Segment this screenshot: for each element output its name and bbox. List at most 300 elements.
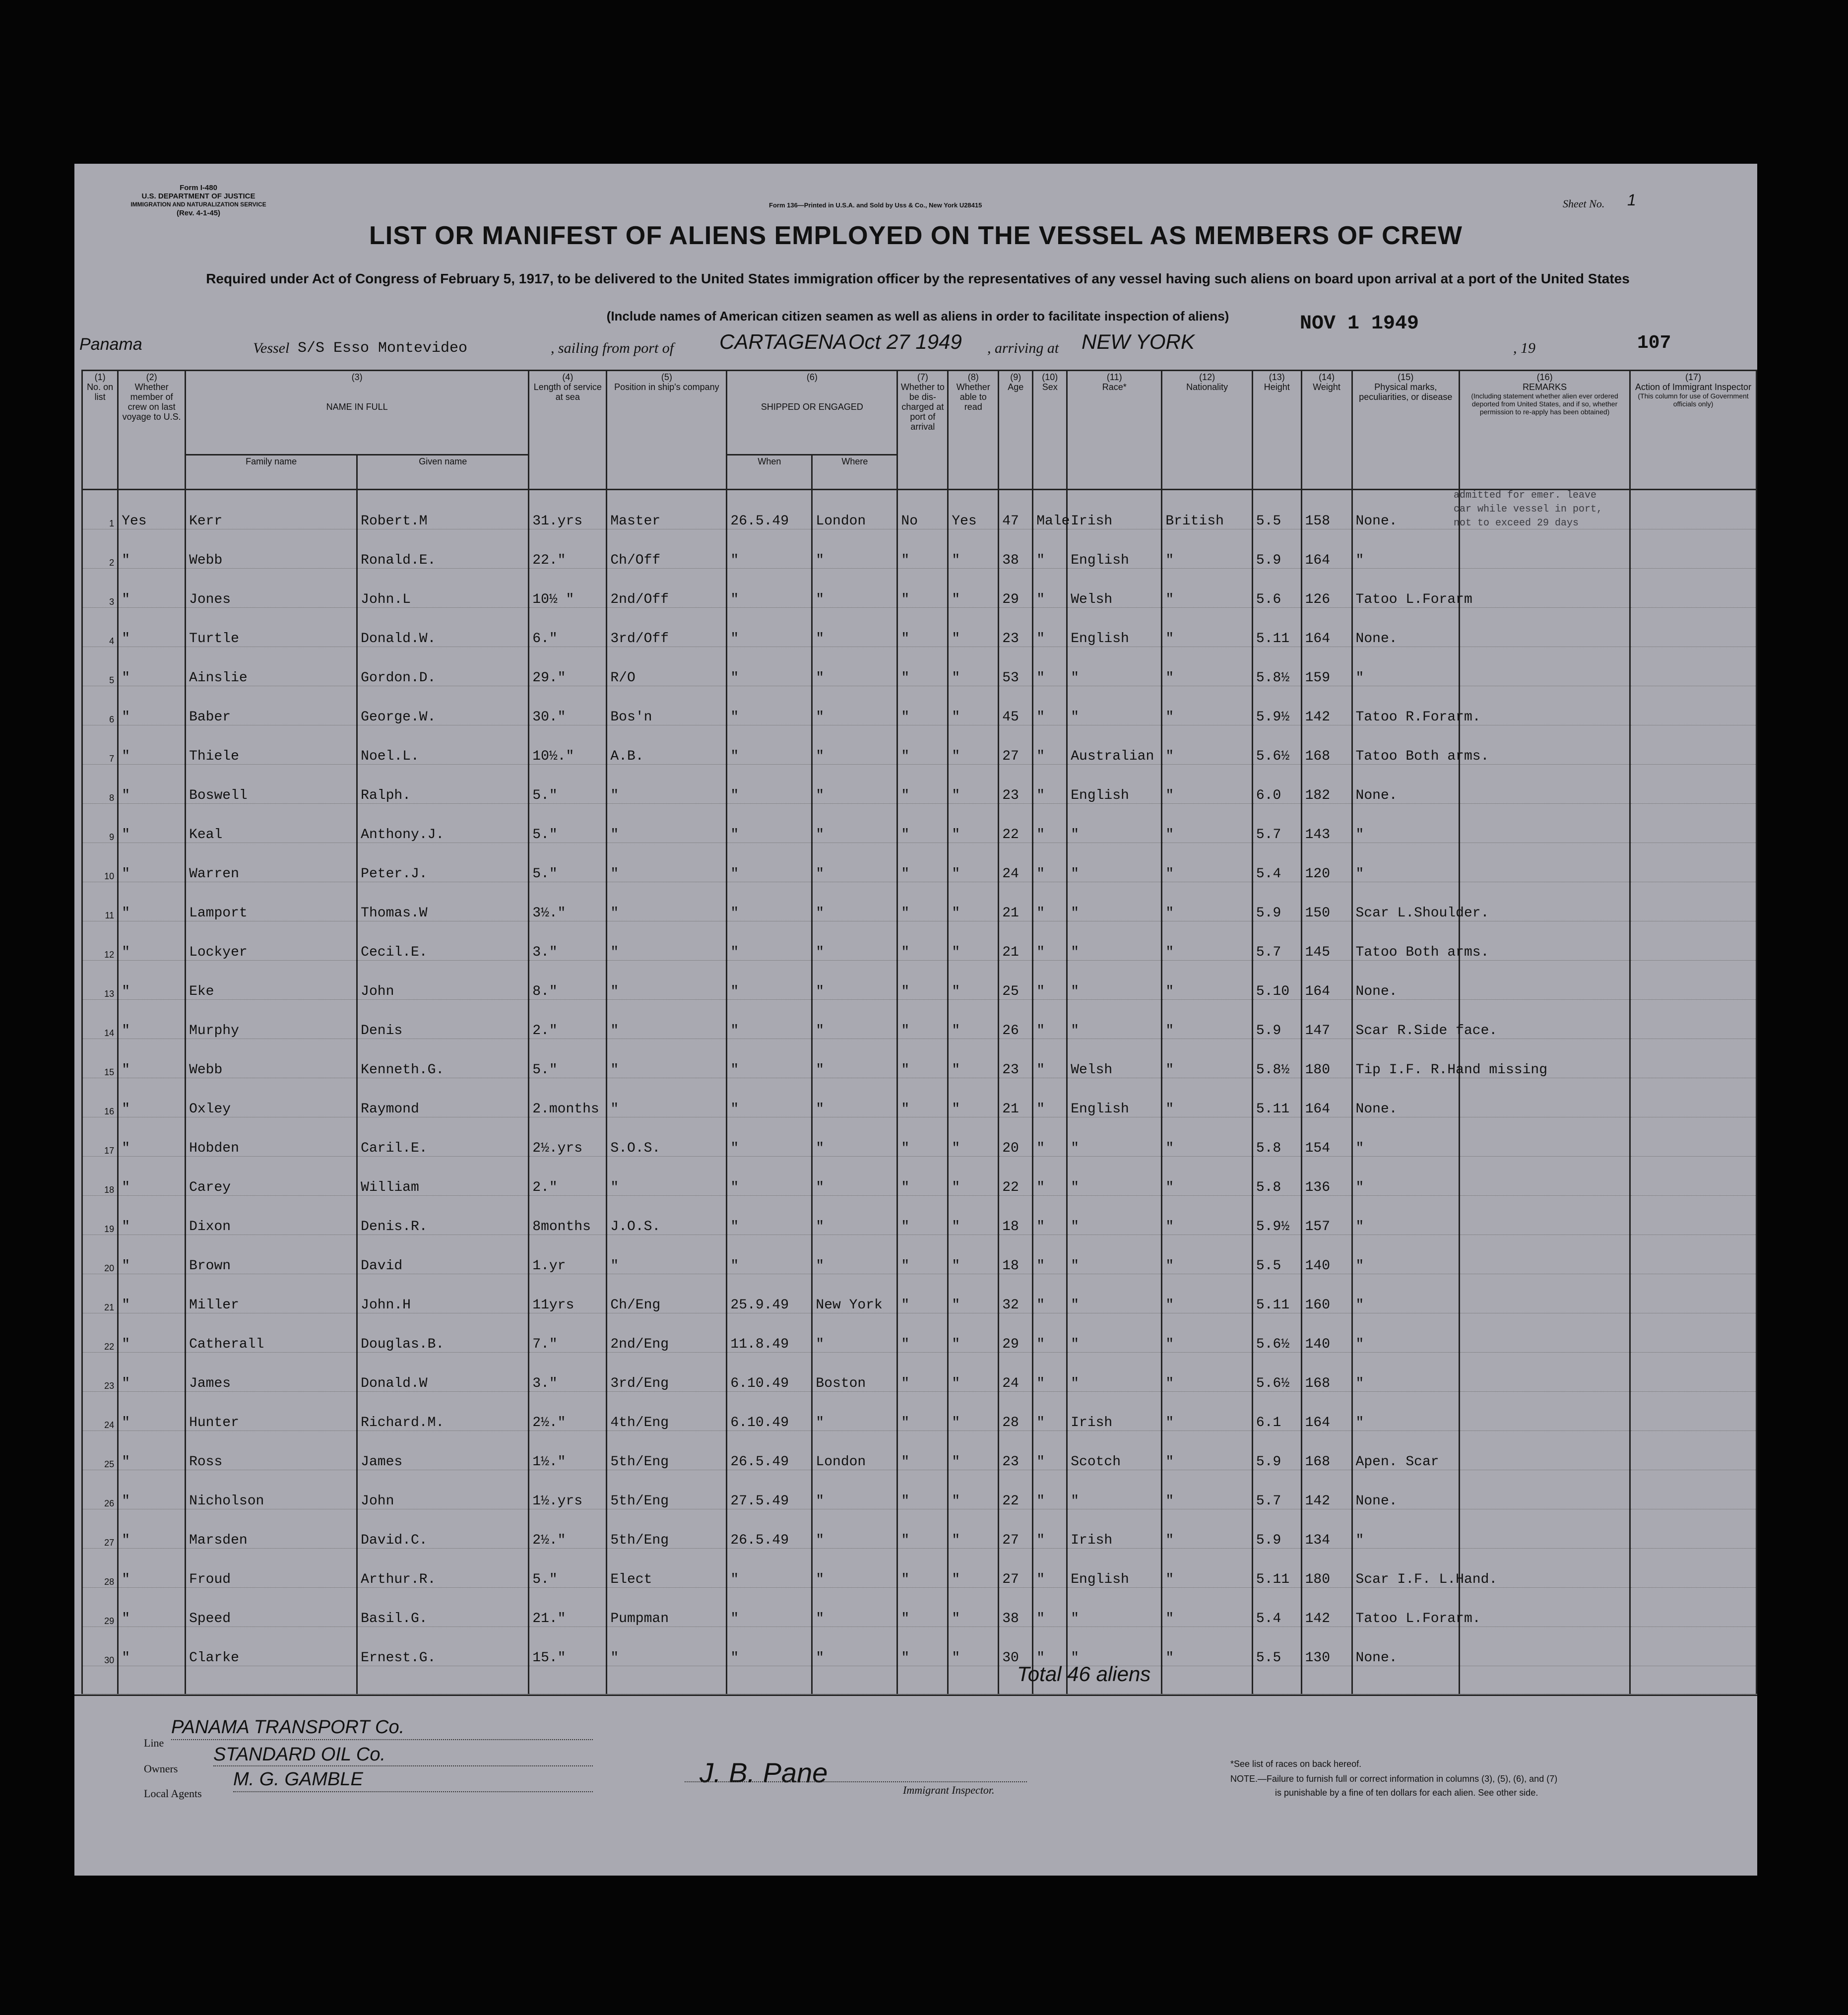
total-aliens-note: Total 46 aliens	[1017, 1662, 1151, 1686]
inspector-action-cell	[1630, 1470, 1757, 1509]
row-number: 1	[82, 490, 118, 529]
given-name-cell: Richard.M.	[357, 1392, 529, 1431]
row-number: 19	[82, 1196, 118, 1235]
row-number: 3	[82, 569, 118, 608]
service-length-cell: 21."	[529, 1588, 607, 1627]
arriving-label: , arriving at	[987, 340, 1059, 356]
height-cell: 5.9	[1252, 529, 1301, 569]
able-to-read-cell: "	[948, 1549, 999, 1588]
sex-cell: "	[1033, 1588, 1067, 1627]
height-cell: 5.7	[1252, 804, 1301, 843]
department: U.S. DEPARTMENT OF JUSTICE	[141, 192, 255, 200]
revision: (Rev. 4-1-45)	[176, 209, 221, 217]
crew-row	[82, 1274, 1757, 1313]
weight-cell: 142	[1301, 1588, 1352, 1627]
inspector-action-cell	[1630, 1549, 1757, 1588]
shipped-where-cell: "	[812, 725, 897, 765]
previous-voyage-cell: "	[118, 1117, 186, 1157]
line-label: Line	[144, 1737, 164, 1749]
remarks-cell	[1460, 1235, 1630, 1274]
nationality-cell: "	[1162, 765, 1253, 804]
nationality-cell: "	[1162, 1509, 1253, 1549]
remarks-cell	[1460, 1313, 1630, 1353]
row-number: 27	[82, 1509, 118, 1549]
given-name-cell: John.L	[357, 569, 529, 608]
discharge-cell: "	[897, 686, 948, 725]
owners-name[interactable]: STANDARD OIL Co.	[213, 1744, 386, 1765]
service-length-cell: 6."	[529, 608, 607, 647]
sex-cell: "	[1033, 1549, 1067, 1588]
family-name-cell: Miller	[186, 1274, 357, 1313]
empty-cell	[1252, 1666, 1301, 1694]
able-to-read-cell: "	[948, 804, 999, 843]
family-name-cell: Jones	[186, 569, 357, 608]
service-length-cell: 2."	[529, 1157, 607, 1196]
family-name-cell: Boswell	[186, 765, 357, 804]
race-cell: "	[1067, 921, 1162, 961]
race-cell: Australian	[1067, 725, 1162, 765]
nationality-cell: "	[1162, 1157, 1253, 1196]
sex-cell: "	[1033, 1117, 1067, 1157]
race-cell: "	[1067, 843, 1162, 882]
row-number: 9	[82, 804, 118, 843]
weight-cell: 147	[1301, 1000, 1352, 1039]
crew-row	[82, 1039, 1757, 1078]
header-given-name: Given name	[357, 455, 529, 490]
age-cell: 23	[999, 1039, 1033, 1078]
height-cell: 5.6½	[1252, 1313, 1301, 1353]
row-number: 10	[82, 843, 118, 882]
age-cell: 29	[999, 569, 1033, 608]
vessel-name[interactable]: S/S Esso Montevideo	[298, 340, 468, 357]
age-cell: 22	[999, 1470, 1033, 1509]
sheet-number[interactable]: 1	[1627, 191, 1636, 209]
row-number: 30	[82, 1627, 118, 1666]
height-cell: 5.8½	[1252, 647, 1301, 686]
crew-row	[82, 921, 1757, 961]
discharge-cell: "	[897, 1078, 948, 1117]
discharge-cell: "	[897, 647, 948, 686]
shipped-when-cell: "	[727, 1588, 812, 1627]
shipped-when-cell: 27.5.49	[727, 1470, 812, 1509]
printer-line: Form 136—Printed in U.S.A. and Sold by Uss & Co., New York U28415	[769, 201, 982, 209]
previous-voyage-cell: "	[118, 1235, 186, 1274]
shipped-when-cell: "	[727, 804, 812, 843]
sex-cell: "	[1033, 608, 1067, 647]
race-cell: Irish	[1067, 1392, 1162, 1431]
height-cell: 5.9	[1252, 1431, 1301, 1470]
weight-cell: 182	[1301, 765, 1352, 804]
previous-voyage-cell: "	[118, 1549, 186, 1588]
shipped-where-cell: London	[812, 1431, 897, 1470]
height-cell: 5.9½	[1252, 1196, 1301, 1235]
crew-row	[82, 1157, 1757, 1196]
inspector-action-cell	[1630, 529, 1757, 569]
remarks-cell	[1460, 647, 1630, 686]
empty-cell	[812, 1666, 897, 1694]
weight-cell: 136	[1301, 1157, 1352, 1196]
nationality-cell: "	[1162, 1313, 1253, 1353]
position-cell: Bos'n	[607, 686, 727, 725]
header-marks: (15) Physical marks, peculiarities, or disease	[1352, 371, 1460, 490]
given-name-cell: Thomas.W	[357, 882, 529, 921]
height-cell: 6.0	[1252, 765, 1301, 804]
shipped-when-cell: 25.9.49	[727, 1274, 812, 1313]
race-cell: "	[1067, 1274, 1162, 1313]
physical-marks-cell: None.	[1352, 608, 1460, 647]
shipped-when-cell: "	[727, 686, 812, 725]
previous-voyage-cell: "	[118, 921, 186, 961]
height-cell: 5.5	[1252, 1627, 1301, 1666]
service-length-cell: 2½.yrs	[529, 1117, 607, 1157]
age-cell: 38	[999, 529, 1033, 569]
weight-cell: 164	[1301, 529, 1352, 569]
able-to-read-cell: "	[948, 1588, 999, 1627]
nationality-cell: "	[1162, 1431, 1253, 1470]
physical-marks-cell: None.	[1352, 1078, 1460, 1117]
remarks-top-note: admitted for emer. leave car while vessel in port, not to exceed 29 days	[1454, 490, 1603, 529]
shipped-where-cell: "	[812, 1470, 897, 1509]
inspector-action-cell	[1630, 1588, 1757, 1627]
previous-voyage-cell: "	[118, 1627, 186, 1666]
age-cell: 20	[999, 1117, 1033, 1157]
inspector-action-cell	[1630, 608, 1757, 647]
discharge-cell: "	[897, 1274, 948, 1313]
race-cell: "	[1067, 961, 1162, 1000]
family-name-cell: Nicholson	[186, 1470, 357, 1509]
discharge-cell: "	[897, 1392, 948, 1431]
discharge-cell: "	[897, 1627, 948, 1666]
sex-cell: "	[1033, 1431, 1067, 1470]
sex-cell: "	[1033, 647, 1067, 686]
empty-cell	[948, 1666, 999, 1694]
crew-row	[82, 961, 1757, 1000]
discharge-cell: "	[897, 1470, 948, 1509]
position-cell: "	[607, 765, 727, 804]
age-cell: 47	[999, 490, 1033, 529]
age-cell: 21	[999, 921, 1033, 961]
previous-voyage-cell: "	[118, 1509, 186, 1549]
row-number: 16	[82, 1078, 118, 1117]
inspector-signature[interactable]: J. B. Pane	[700, 1757, 828, 1788]
shipped-when-cell: "	[727, 725, 812, 765]
discharge-cell: "	[897, 961, 948, 1000]
position-cell: "	[607, 1000, 727, 1039]
able-to-read-cell: "	[948, 1313, 999, 1353]
position-cell: A.B.	[607, 725, 727, 765]
given-name-cell: Gordon.D.	[357, 647, 529, 686]
position-cell: 3rd/Eng	[607, 1353, 727, 1392]
header-nationality: (12) Nationality	[1162, 371, 1253, 490]
able-to-read-cell: "	[948, 961, 999, 1000]
discharge-cell: "	[897, 765, 948, 804]
row-number: 15	[82, 1039, 118, 1078]
previous-voyage-cell: "	[118, 765, 186, 804]
sailing-label: , sailing from port of	[551, 340, 674, 356]
crew-row	[82, 1392, 1757, 1431]
header-position: (5) Position in ship's company	[607, 371, 727, 490]
family-name-cell: James	[186, 1353, 357, 1392]
race-cell: "	[1067, 1470, 1162, 1509]
given-name-cell: David	[357, 1235, 529, 1274]
position-cell: 5th/Eng	[607, 1509, 727, 1549]
nationality-cell: "	[1162, 961, 1253, 1000]
remarks-cell	[1460, 1274, 1630, 1313]
able-to-read-cell: "	[948, 1196, 999, 1235]
family-name-cell: Keal	[186, 804, 357, 843]
physical-marks-cell: None.	[1352, 1470, 1460, 1509]
service-length-cell: 2½."	[529, 1392, 607, 1431]
physical-marks-cell: Apen. Scar	[1352, 1431, 1460, 1470]
weight-cell: 164	[1301, 1392, 1352, 1431]
sex-cell: "	[1033, 1353, 1067, 1392]
nationality-cell: British	[1162, 490, 1253, 529]
position-cell: J.O.S.	[607, 1196, 727, 1235]
given-name-cell: Noel.L.	[357, 725, 529, 765]
sailing-date[interactable]: Oct 27 1949	[848, 330, 962, 353]
physical-marks-cell: Scar I.F. L.Hand.	[1352, 1549, 1460, 1588]
shipped-where-cell: "	[812, 1000, 897, 1039]
inspector-rule	[685, 1781, 1027, 1782]
remarks-cell	[1460, 1627, 1630, 1666]
inspector-action-cell	[1630, 843, 1757, 882]
height-cell: 5.7	[1252, 921, 1301, 961]
shipped-where-cell: London	[812, 490, 897, 529]
shipped-when-cell: "	[727, 843, 812, 882]
given-name-cell: Cecil.E.	[357, 921, 529, 961]
age-cell: 23	[999, 765, 1033, 804]
header-weight: (14) Weight	[1301, 371, 1352, 490]
nationality-cell: "	[1162, 1470, 1253, 1509]
race-cell: "	[1067, 686, 1162, 725]
age-cell: 22	[999, 804, 1033, 843]
physical-marks-cell: None.	[1352, 961, 1460, 1000]
able-to-read-cell: "	[948, 1274, 999, 1313]
discharge-cell: "	[897, 882, 948, 921]
service-length-cell: 3½."	[529, 882, 607, 921]
sex-cell: "	[1033, 921, 1067, 961]
able-to-read-cell: "	[948, 1509, 999, 1549]
discharge-cell: "	[897, 921, 948, 961]
crew-row	[82, 1196, 1757, 1235]
able-to-read-cell: "	[948, 1470, 999, 1509]
physical-marks-cell: Scar L.Shoulder.	[1352, 882, 1460, 921]
inspector-action-cell	[1630, 1627, 1757, 1666]
footer-line-rule	[171, 1739, 593, 1740]
able-to-read-cell: "	[948, 1353, 999, 1392]
shipped-when-cell: "	[727, 569, 812, 608]
flag-country[interactable]: Panama	[79, 335, 142, 354]
shipped-when-cell: "	[727, 647, 812, 686]
given-name-cell: John	[357, 961, 529, 1000]
height-cell: 5.6½	[1252, 725, 1301, 765]
discharge-cell: "	[897, 1157, 948, 1196]
remarks-cell	[1460, 843, 1630, 882]
discharge-cell: "	[897, 1353, 948, 1392]
empty-cell	[357, 1666, 529, 1694]
crew-row	[82, 843, 1757, 882]
nationality-cell: "	[1162, 608, 1253, 647]
port-to[interactable]: NEW YORK	[1082, 330, 1195, 353]
row-number: 17	[82, 1117, 118, 1157]
agents-label: Local Agents	[144, 1787, 202, 1800]
shipped-where-cell: "	[812, 882, 897, 921]
shipped-when-cell: "	[727, 921, 812, 961]
row-number: 22	[82, 1313, 118, 1353]
able-to-read-cell: "	[948, 882, 999, 921]
remarks-cell	[1460, 569, 1630, 608]
previous-voyage-cell: "	[118, 686, 186, 725]
form-id-block	[124, 184, 273, 217]
inspector-action-cell	[1630, 1117, 1757, 1157]
remarks-cell	[1460, 1431, 1630, 1470]
position-cell: S.O.S.	[607, 1117, 727, 1157]
height-cell: 5.11	[1252, 1274, 1301, 1313]
family-name-cell: Dixon	[186, 1196, 357, 1235]
sex-cell: "	[1033, 1078, 1067, 1117]
nationality-cell: "	[1162, 1588, 1253, 1627]
weight-cell: 158	[1301, 490, 1352, 529]
family-name-cell: Speed	[186, 1588, 357, 1627]
nationality-cell: "	[1162, 1392, 1253, 1431]
port-from[interactable]: CARTAGENA	[719, 330, 847, 353]
inspector-action-cell	[1630, 882, 1757, 921]
shipped-where-cell: "	[812, 1235, 897, 1274]
weight-cell: 140	[1301, 1313, 1352, 1353]
family-name-cell: Murphy	[186, 1000, 357, 1039]
previous-voyage-cell: "	[118, 1353, 186, 1392]
footer-owners-rule	[213, 1765, 593, 1766]
discharge-cell: "	[897, 725, 948, 765]
weight-cell: 142	[1301, 686, 1352, 725]
nationality-cell: "	[1162, 843, 1253, 882]
able-to-read-cell: "	[948, 1431, 999, 1470]
manifest-sheet	[74, 164, 1757, 1876]
sex-cell: "	[1033, 569, 1067, 608]
arrival-date-stamp: NOV 1 1949	[1300, 313, 1419, 335]
weight-cell: 159	[1301, 647, 1352, 686]
crew-row	[82, 1509, 1757, 1549]
race-cell: "	[1067, 804, 1162, 843]
inspector-action-cell	[1630, 569, 1757, 608]
shipped-where-cell: "	[812, 1078, 897, 1117]
position-cell: "	[607, 1627, 727, 1666]
shipped-when-cell: "	[727, 882, 812, 921]
empty-cell	[186, 1666, 357, 1694]
shipped-where-cell: "	[812, 961, 897, 1000]
shipped-when-cell: 6.10.49	[727, 1392, 812, 1431]
service-length-cell: 1.yr	[529, 1235, 607, 1274]
family-name-cell: Marsden	[186, 1509, 357, 1549]
shipped-when-cell: "	[727, 1549, 812, 1588]
position-cell: "	[607, 843, 727, 882]
nationality-cell: "	[1162, 1353, 1253, 1392]
able-to-read-cell: "	[948, 1117, 999, 1157]
weight-cell: 142	[1301, 1470, 1352, 1509]
service-length-cell: 5."	[529, 1039, 607, 1078]
family-name-cell: Ross	[186, 1431, 357, 1470]
given-name-cell: Donald.W	[357, 1353, 529, 1392]
previous-voyage-cell: "	[118, 725, 186, 765]
height-cell: 5.9	[1252, 1509, 1301, 1549]
line-name[interactable]: PANAMA TRANSPORT Co.	[171, 1717, 405, 1738]
discharge-cell: "	[897, 804, 948, 843]
family-name-cell: Clarke	[186, 1627, 357, 1666]
shipped-when-cell: "	[727, 1117, 812, 1157]
able-to-read-cell: "	[948, 686, 999, 725]
family-name-cell: Carey	[186, 1157, 357, 1196]
weight-cell: 168	[1301, 1353, 1352, 1392]
service-length-cell: 2½."	[529, 1509, 607, 1549]
height-cell: 5.11	[1252, 1078, 1301, 1117]
race-cell: Scotch	[1067, 1431, 1162, 1470]
shipped-where-cell: "	[812, 569, 897, 608]
sheet-label: Sheet No.	[1563, 197, 1605, 210]
age-cell: 26	[999, 1000, 1033, 1039]
age-cell: 22	[999, 1157, 1033, 1196]
physical-marks-cell: Scar R.Side face.	[1352, 1000, 1460, 1039]
service-length-cell: 22."	[529, 529, 607, 569]
age-cell: 30	[999, 1627, 1033, 1666]
nationality-cell: "	[1162, 725, 1253, 765]
race-cell: "	[1067, 1117, 1162, 1157]
previous-voyage-cell: "	[118, 1392, 186, 1431]
row-number: 18	[82, 1157, 118, 1196]
race-cell: Welsh	[1067, 569, 1162, 608]
sex-cell: "	[1033, 961, 1067, 1000]
service-length-cell: 8months	[529, 1196, 607, 1235]
header-height: (13) Height	[1252, 371, 1301, 490]
penalty-note: NOTE.—Failure to furnish full or correct information in columns (3), (5), (6), and (7)	[1230, 1774, 1558, 1784]
discharge-cell: "	[897, 1431, 948, 1470]
discharge-cell: "	[897, 1196, 948, 1235]
header-inspector-action: (17) Action of Immigrant Inspector (This column for use of Government officials only)	[1630, 371, 1757, 490]
race-cell: "	[1067, 1157, 1162, 1196]
row-number: 20	[82, 1235, 118, 1274]
family-name-cell: Lamport	[186, 882, 357, 921]
weight-cell: 145	[1301, 921, 1352, 961]
inspector-action-cell	[1630, 1313, 1757, 1353]
shipped-when-cell: "	[727, 961, 812, 1000]
race-cell: "	[1067, 1588, 1162, 1627]
family-name-cell: Hobden	[186, 1117, 357, 1157]
family-name-cell: Webb	[186, 529, 357, 569]
service-length-cell: 11yrs	[529, 1274, 607, 1313]
service-length-cell: 31.yrs	[529, 490, 607, 529]
able-to-read-cell: "	[948, 529, 999, 569]
weight-cell: 164	[1301, 608, 1352, 647]
header-sex: (10) Sex	[1033, 371, 1067, 490]
weight-cell: 168	[1301, 1431, 1352, 1470]
inspector-action-cell	[1630, 1078, 1757, 1117]
empty-cell	[529, 1666, 607, 1694]
agents-name[interactable]: M. G. GAMBLE	[233, 1769, 363, 1790]
row-number: 12	[82, 921, 118, 961]
service-length-cell: 2.months	[529, 1078, 607, 1117]
shipped-when-cell: "	[727, 1078, 812, 1117]
empty-cell	[1301, 1666, 1352, 1694]
height-cell: 5.6	[1252, 569, 1301, 608]
given-name-cell: Denis	[357, 1000, 529, 1039]
position-cell: R/O	[607, 647, 727, 686]
crew-row	[82, 882, 1757, 921]
row-number: 2	[82, 529, 118, 569]
nationality-cell: "	[1162, 686, 1253, 725]
inspector-action-cell	[1630, 725, 1757, 765]
shipped-where-cell: "	[812, 647, 897, 686]
family-name-cell: Hunter	[186, 1392, 357, 1431]
sex-cell: "	[1033, 1039, 1067, 1078]
